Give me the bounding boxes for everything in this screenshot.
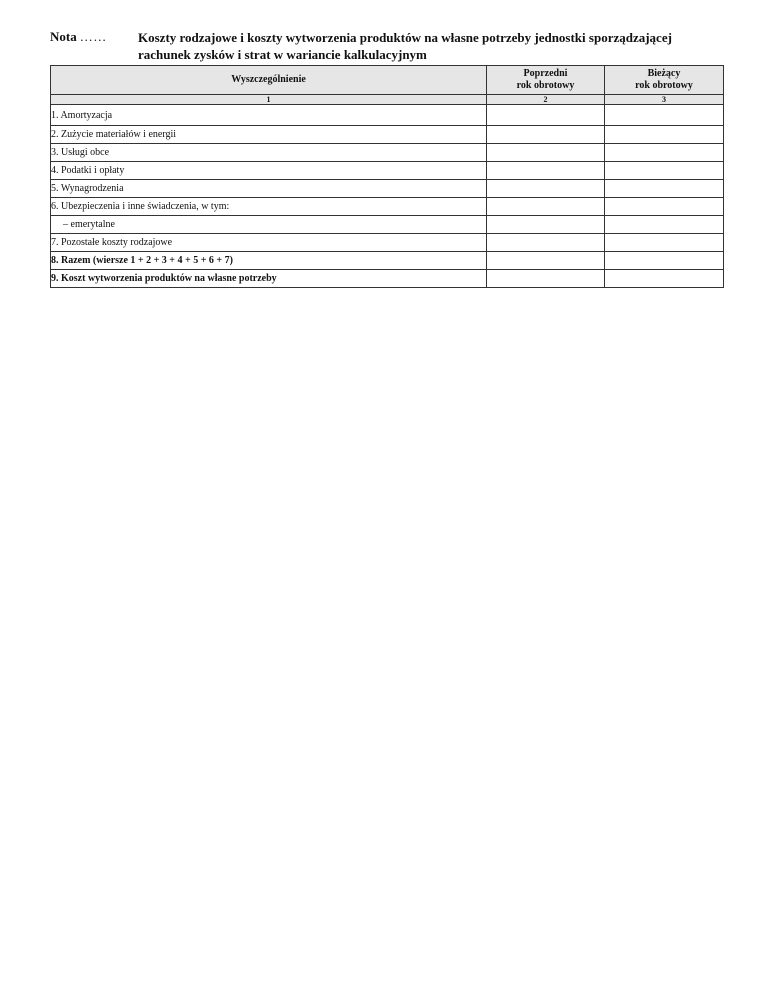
- row-label: 7. Pozostałe koszty rodzajowe: [51, 234, 487, 252]
- row-label: 5. Wynagrodzenia: [51, 180, 487, 198]
- note-title-line-1: Koszty rodzajowe i koszty wytworzenia produktów na własne potrzeby jednostki sporządzającej: [138, 30, 672, 45]
- previous-year-value[interactable]: [487, 105, 605, 126]
- table-column-number-row: [51, 95, 724, 105]
- current-year-value[interactable]: [605, 234, 724, 252]
- previous-year-value[interactable]: [487, 162, 605, 180]
- current-year-value[interactable]: [605, 144, 724, 162]
- table-row: [51, 105, 724, 126]
- column-number-2: 2: [487, 95, 605, 105]
- current-year-value[interactable]: [605, 180, 724, 198]
- row-label: 9. Koszt wytworzenia produktów na własne potrzeby: [51, 270, 487, 288]
- current-year-value[interactable]: [605, 198, 724, 216]
- column-number-1: 1: [51, 95, 487, 105]
- table-row: [51, 216, 724, 234]
- previous-year-value[interactable]: [487, 126, 605, 144]
- row-label: 1. Amortyzacja: [51, 105, 487, 126]
- table-header-row: [51, 66, 724, 95]
- note-title: [138, 29, 738, 63]
- previous-year-value[interactable]: [487, 252, 605, 270]
- row-label: 2. Zużycie materiałów i energii: [51, 126, 487, 144]
- current-year-value[interactable]: [605, 162, 724, 180]
- column-number-3: 3: [605, 95, 724, 105]
- current-year-value[interactable]: [605, 105, 724, 126]
- previous-year-value[interactable]: [487, 198, 605, 216]
- table-row: [51, 144, 724, 162]
- table-row: [51, 180, 724, 198]
- previous-year-value[interactable]: [487, 216, 605, 234]
- previous-year-value[interactable]: [487, 234, 605, 252]
- column-header-current-year: Bieżący rok obrotowy: [605, 66, 724, 95]
- current-year-value[interactable]: [605, 252, 724, 270]
- cost-table: [50, 65, 724, 288]
- previous-year-value[interactable]: [487, 180, 605, 198]
- note-number-placeholder: ……: [79, 29, 107, 44]
- table-row-total: [51, 252, 724, 270]
- note-title-line-2: rachunek zysków i strat w wariancie kalkulacyjnym: [138, 47, 427, 62]
- note-label: Nota: [50, 29, 77, 44]
- column-header-previous-year: Poprzedni rok obrotowy: [487, 66, 605, 95]
- row-label: – emerytalne: [51, 216, 487, 234]
- note-number: [50, 29, 107, 45]
- row-label: 4. Podatki i opłaty: [51, 162, 487, 180]
- table-row-production-cost: [51, 270, 724, 288]
- row-label: 6. Ubezpieczenia i inne świadczenia, w tym:: [51, 198, 487, 216]
- table-row: [51, 234, 724, 252]
- current-year-value[interactable]: [605, 126, 724, 144]
- table-row: [51, 126, 724, 144]
- previous-year-value[interactable]: [487, 144, 605, 162]
- current-year-value[interactable]: [605, 216, 724, 234]
- column-header-description: Wyszczególnienie: [51, 66, 487, 95]
- table-row: [51, 162, 724, 180]
- previous-year-value[interactable]: [487, 270, 605, 288]
- table-row: [51, 198, 724, 216]
- current-year-value[interactable]: [605, 270, 724, 288]
- row-label: 3. Usługi obce: [51, 144, 487, 162]
- row-label: 8. Razem (wiersze 1 + 2 + 3 + 4 + 5 + 6 + 7): [51, 252, 487, 270]
